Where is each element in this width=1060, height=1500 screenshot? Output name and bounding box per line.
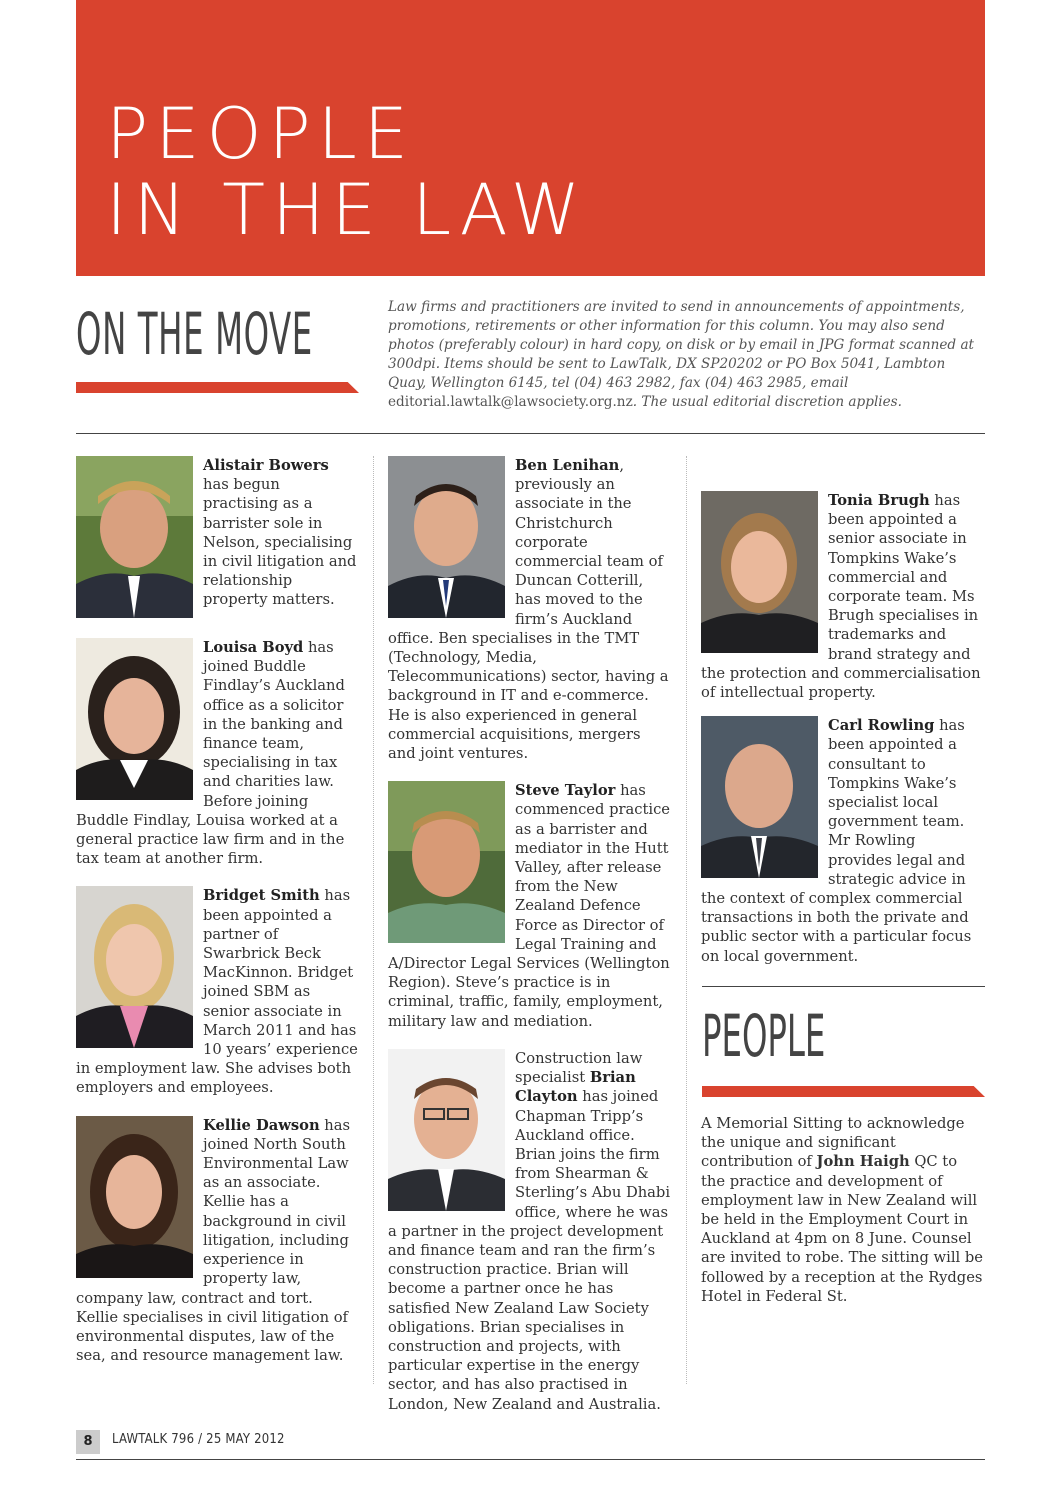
- person-name: Kellie Dawson: [203, 1116, 320, 1134]
- entry-text: has joined Buddle Findlay’s Auckland office as a solicitor in the banking and finance team, specialising in tax and charities law. Before joining Buddle Findlay, Louisa worked at a general practice law firm and in the tax team at another firm.: [76, 639, 345, 868]
- entry-text: has joined Chapman Tripp’s Auckland office. Brian joins the firm from Shearman & Sterling’s Abu Dhabi office, where he was a partner in the project development and finance team and ran the firm’s construction practice. Brian will become a partner once he has satisfied New Zealand Law Society obligations. Brian specialises in construction and projects, with particular expertise in the energy sector, and has also practised in London, New Zealand and Australia.: [388, 1088, 671, 1413]
- person-name: Ben Lenihan: [515, 457, 620, 474]
- bottom-divider: [76, 1459, 985, 1460]
- notice-intro: A Memorial Sitting to acknowledge the unique and significant contribution of: [701, 1115, 965, 1171]
- list-item: [76, 638, 358, 868]
- list-item: [76, 1116, 358, 1366]
- portrait-photo: [388, 456, 505, 618]
- entry-text: , previously an associate in the Christchurch corporate commercial team of Duncan Cotterill, has moved to the firm’s Auckland office. Ben specialises in the TMT (Technology, Media, Telecommunications) sector, having a background in IT and e-commerce. He is also experienced in general commercial acquisitions, mergers and joint ventures.: [388, 457, 669, 763]
- entry-text: has been appointed a partner of Swarbrick Beck MacKinnon. Bridget joined SBM as senior associate in March 2011 and has 10 years’ experience in employment law. She advises both employers and employees.: [76, 887, 358, 1097]
- person-name: Carl Rowling: [828, 717, 935, 735]
- page-number: 8: [76, 1430, 100, 1454]
- notice-email: editorial.lawtalk@lawsociety.org.nz: [388, 394, 633, 410]
- portrait-photo: [76, 456, 193, 618]
- notice-text: QC to the practice and development of employment law in New Zealand will be held in the Employment Court in Auckland at 4pm on 8 June. Counsel are invited to robe. The sitting will be followed by a reception at the Rydges Hotel in Federal St.: [701, 1153, 983, 1305]
- portrait-photo: [701, 491, 818, 653]
- column-separator: [686, 456, 687, 1384]
- person-name: Brian Clayton: [515, 1069, 636, 1106]
- submission-notice: [388, 298, 983, 412]
- on-the-move-heading: ON THE MOVE: [76, 300, 313, 368]
- portrait-photo: [388, 781, 505, 943]
- column-3: [701, 491, 984, 980]
- column-2: [388, 456, 671, 1428]
- notice-end: . The usual editorial discretion applies.: [632, 394, 902, 410]
- portrait-photo: [388, 1049, 505, 1211]
- heading-accent-bar: [76, 382, 359, 393]
- portrait-photo: [76, 886, 193, 1048]
- entry-text: has begun practising as a barrister sole in Nelson, specialising in civil litigation and relationship property matters.: [203, 476, 357, 609]
- top-divider: [76, 433, 985, 434]
- list-item: [76, 456, 358, 624]
- list-item: [701, 491, 984, 702]
- entry-intro: Construction law specialist: [515, 1049, 643, 1087]
- people-divider: [702, 986, 985, 987]
- portrait-photo: [76, 1116, 193, 1278]
- people-notice: [701, 1114, 984, 1306]
- list-item: [388, 456, 671, 763]
- entry-text: has commenced practice as a barrister and mediator in the Hutt Valley, after release from the New Zealand Defence Force as Director of Legal Training and A/Director Legal Services (Wellington Region). Steve’s practice is in criminal, traffic, family, employment, military law and mediation.: [388, 782, 670, 1030]
- column-1: [76, 456, 358, 1379]
- list-item: [76, 886, 358, 1097]
- entry-text: has been appointed a senior associate in Tompkins Wake’s commercial and corporate team. Ms Brugh specialises in trademarks and brand strategy and the protection and commercialisation of intellectual property.: [701, 492, 981, 702]
- person-name: John Haigh: [816, 1153, 910, 1171]
- header-banner: [76, 0, 985, 276]
- people-heading: PEOPLE: [702, 1002, 826, 1070]
- portrait-photo: [701, 716, 818, 878]
- person-name: Steve Taylor: [515, 782, 616, 800]
- list-item: [701, 716, 984, 966]
- person-name: Alistair Bowers: [203, 457, 329, 474]
- notice-text: Law firms and practitioners are invited to send in announcements of appointments, promotions, retirements or other information for this column. You may also send photos (preferably colour) in hard copy, on disk or by email in JPG format scanned at 300dpi. Items should be sent to LawTalk, DX SP20202 or PO Box 5041, Lambton Quay, Wellington 6145, tel (04) 463 2982, fax (04) 463 2985, email: [388, 299, 975, 391]
- person-name: Bridget Smith: [203, 887, 320, 905]
- person-name: Tonia Brugh: [828, 492, 930, 509]
- entry-text: has joined North South Environmental Law as an associate. Kellie has a background in civil litigation, including experience in property law, company law, contract and tort. Kellie specialises in civil litigation of environmental disputes, law of the sea, and resource management law.: [76, 1116, 351, 1365]
- list-item: [388, 781, 671, 1031]
- portrait-photo: [76, 638, 193, 800]
- heading-accent-bar: [702, 1086, 985, 1097]
- list-item: [388, 1049, 671, 1414]
- person-name: Louisa Boyd: [203, 639, 304, 656]
- title-line-1: PEOPLE: [106, 93, 415, 175]
- entry-text: has been appointed a consultant to Tompkins Wake’s specialist local government team. Mr Rowling provides legal and strategic advice in the context of complex commercial transactions in both the private and public sector with a particular focus on local government.: [701, 717, 972, 965]
- issue-info: LAWTALK 796 / 25 MAY 2012: [112, 1432, 285, 1447]
- column-separator: [373, 456, 374, 1384]
- page-title: [106, 93, 588, 251]
- title-line-2: IN THE LAW: [106, 169, 588, 251]
